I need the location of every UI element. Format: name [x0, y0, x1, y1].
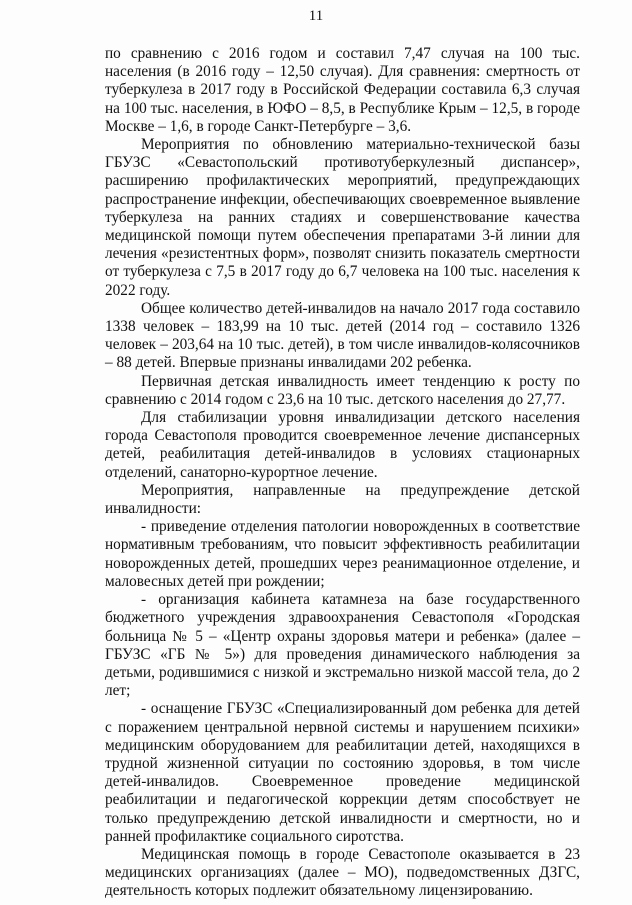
list-item-neonatal-pathology: - приведение отделения патологии новорожденных в соответствие нормативным требованиям, что повысит эффективность реабилитации новорожденных детей, прошедших через реанимационное отделение, и маловесных детей при рождении; — [105, 518, 580, 590]
paragraph-measures-heading: Мероприятия, направленные на предупреждение детской инвалидности: — [105, 481, 580, 518]
paragraph-medical-organizations: Медицинская помощь в городе Севастополе оказывается в 23 медицинских организациях (далее – МО), подведомственных ДЗГС, деятельность которых подлежит обязательному лицензированию. — [105, 845, 580, 900]
paragraph-primary-disability: Первичная детская инвалидность имеет тенденцию к росту по сравнению с 2014 годом с 23,6 на 10 тыс. детского населения до 27,77. — [105, 372, 580, 408]
paragraph-tuberculosis-mortality: по сравнению с 2016 годом и составил 7,47 случая на 100 тыс. населения (в 2016 году – 12,50 случая). Для сравнения: смертность от туберкулеза в 2017 году в Российской Федерации составила 6,3 случая на 100 тыс. населения, в ЮФО – 8,5, в Республике Крым – 12,5, в городе Москве – 1,6, в городе Санкт-Петербурге – 3,6. — [105, 45, 580, 135]
list-item-childrens-home-equipment: - оснащение ГБУЗС «Специализированный дом ребенка для детей с поражением центральной нервной системы и нарушением психики» медицинским оборудованием для реабилитации детей, находящихся в трудной жизненной ситуации по состоянию здоровья, в том числе детей-инвалидов. Своевременное проведение медицинской реабилитации и педагогической коррекции детям способствует не только предупреждению детской инвалидности и смертности, но и ранней профилактике социального сиротства. — [105, 700, 580, 845]
paragraph-tuberculosis-measures: Мероприятия по обновлению материально-технической базы ГБУЗС «Севастопольский противотуберкулезный диспансер», расширению профилактических мероприятий, предупреждающих распространение инфекции, обеспечивающих своевременное выявление туберкулеза на ранних стадиях и совершенствование качества медицинской помощи путем обеспечения препаратами 3-й линии для лечения «резистентных форм», позволят снизить показатель смертности от туберкулеза с 7,5 в 2017 году до 6,7 человека на 100 тыс. населения к 2022 году. — [105, 136, 580, 299]
paragraph-disabled-children-count: Общее количество детей-инвалидов на начало 2017 года составило 1338 человек – 183,99 на 10 тыс. детей (2014 год – составило 1326 человек – 203,64 на 10 тыс. детей), в том числе инвалидов-колясочников – 88 детей. Впервые признаны инвалидами 202 ребенка. — [105, 299, 580, 372]
paragraph-stabilization: Для стабилизации уровня инвалидизации детского населения города Севастополя проводится своевременное лечение диспансерных детей, реабилитация детей-инвалидов в условиях стационарных отделений, санаторно-курортное лечение. — [105, 409, 580, 481]
list-item-catamnesis-office: - организация кабинета катамнеза на базе государственного бюджетного учреждения здравоохранения Севастополя «Городская больница № 5 – «Центр охраны здоровья матери и ребенка» (далее – ГБУЗС «ГБ № 5») для проведения динамического наблюдения за детьми, родившимися с низкой и экстремально низкой массой тела, до 2 лет; — [105, 591, 580, 700]
document-body — [105, 45, 580, 901]
page-number: 11 — [308, 8, 324, 24]
